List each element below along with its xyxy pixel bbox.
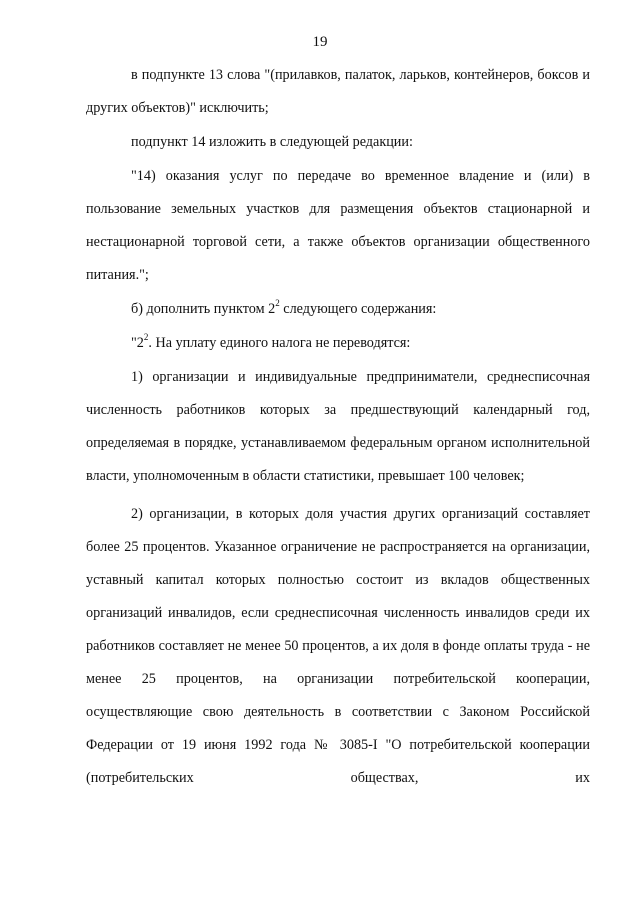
document-body [86,59,590,795]
paragraph-4-text: б) дополнить пунктом 2 [131,301,276,317]
paragraph-5 [86,327,590,360]
superscript: 2 [143,332,149,343]
paragraph-5-text-end: . На уплату единого налога не переводятся: [148,335,411,351]
paragraph-7: 2) организации, в которых доля участия других организаций составляет более 25 процентов. Указанное ограничение не распространяется на организации, уставный капитал которых полностью состоит из вкладов общественных организаций инвалидов, если среднесписочная численность инвалидов среди их работников составляет не менее 50 процентов, а их доля в фонде оплаты труда - не менее 25 процентов, на организации потребительской кооперации, осуществляющие свою деятельность в соответствии с Законом Российской Федерации от 19 июня 1992 года № 3085-I "О потребительской кооперации (потребительских обществах, их [86,506,590,786]
paragraph-1: в подпункте 13 слова "(прилавков, палаток, ларьков, контейнеров, боксов и других объектов)" исключить; [86,67,590,116]
paragraph-2: подпункт 14 изложить в следующей редакции: [131,134,413,150]
paragraph-6: 1) организации и индивидуальные предприниматели, среднесписочная численность работников которых за предшествующий календарный год, определяемая в порядке, устанавливаемом федеральным органом исполнительной власти, уполномоченным в области статистики, превышает 100 человек; [86,369,590,484]
paragraph-5-text: "2 [131,335,144,351]
superscript: 2 [275,298,280,309]
paragraph-4-text-end: следующего содержания: [279,301,437,317]
paragraph-3: "14) оказания услуг по передаче во временное владение и (или) в пользование земельных участков для размещения объектов стационарной и нестационарной торговой сети, а также объектов организации общественного питания."; [86,168,590,283]
paragraph-4 [86,293,590,326]
page-number: 19 [312,34,328,50]
